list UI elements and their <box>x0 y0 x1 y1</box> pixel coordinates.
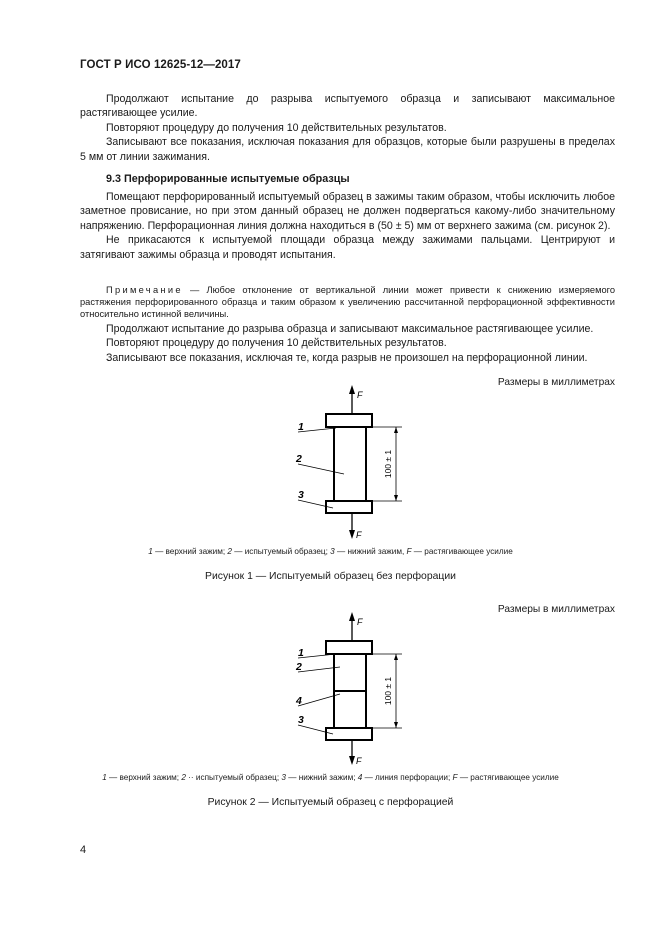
figure-2-diagram <box>0 605 661 770</box>
callout-2: 2 <box>296 661 302 673</box>
paragraph: Записывают все показания, исключая те, когда разрыв не произошел на перфорационной линии. <box>106 351 588 364</box>
arrow-head-down <box>349 756 355 765</box>
paragraph-block-3 <box>80 322 615 365</box>
paragraph: Помещают перфорированный испытуемый образец в зажимы таким образом, чтобы исключить любое заметное провисание, но при этом данный образец не должен подвергаться какому-либо значительному напряжению. Перфорационная линия должна находиться в (50 ± 5) мм от верхнего зажима (см. рисунок 2). <box>80 191 615 232</box>
dim-arrow <box>394 427 398 433</box>
paragraph: Записывают все показания, исключая показания для образцов, которые были разрушены в пределах 5 мм от линии зажимания. <box>80 136 615 163</box>
callout-1: 1 <box>298 647 304 659</box>
legend-number: 3 <box>330 547 335 556</box>
legend-text: — линия перфорации; <box>362 773 453 782</box>
legend-number: F <box>406 547 412 556</box>
clamp-top <box>326 641 372 654</box>
paragraph-block-2 <box>80 190 615 262</box>
legend-number: 1 <box>102 773 107 782</box>
force-label-bottom: F <box>356 756 362 766</box>
figure-1-legend <box>0 547 661 556</box>
note-label: Примечание <box>106 285 183 295</box>
document-header: ГОСТ Р ИСО 12625-12—2017 <box>80 59 241 71</box>
clamp-top <box>326 414 372 427</box>
dim-arrow <box>394 722 398 728</box>
figure-1-caption: Рисунок 1 — Испытуемый образец без перфорации <box>205 571 456 582</box>
dimension-label: 100 ± 1 <box>383 449 393 479</box>
legend-text: — верхний зажим; <box>106 773 182 782</box>
force-label-bottom: F <box>356 530 362 540</box>
legend-number: 1 <box>148 547 153 556</box>
force-label-top: F <box>357 617 363 627</box>
section-heading <box>106 173 350 185</box>
paragraph: Повторяют процедуру до получения 10 действительных результатов. <box>106 337 447 350</box>
note-text: — Любое отклонение от вертикальной линии может привести к снижению измеряемого растяжения перфорированного образца и таким образом к увеличению рассчитанной перфорационной эффективности относительно истинной величины. <box>80 285 615 320</box>
legend-number: 2 <box>181 773 186 782</box>
paragraph: Продолжают испытание до разрыва образца и записывают максимальное растягивающее усилие. <box>106 323 594 335</box>
legend-text: — нижний зажим; <box>285 773 358 782</box>
figure-2-legend <box>0 773 661 782</box>
dim-arrow <box>394 654 398 660</box>
legend-text: — испытуемый образец; <box>231 547 331 556</box>
arrow-head-down <box>349 530 355 539</box>
callout-1: 1 <box>298 421 304 433</box>
callout-4: 4 <box>296 695 302 707</box>
units-note: Размеры в миллиметрах <box>497 377 615 388</box>
callout-2: 2 <box>296 453 302 465</box>
legend-text: ·· испытуемый образец; <box>185 773 282 782</box>
legend-number: 3 <box>281 773 286 782</box>
callout-3: 3 <box>298 489 304 501</box>
callout-3: 3 <box>298 714 304 726</box>
legend-text: — верхний зажим; <box>152 547 228 556</box>
paragraph: Продолжают испытание до разрыва испытуемого образца и записывают максимальное растягивающее усилие. <box>80 93 615 120</box>
specimen <box>334 427 366 501</box>
legend-text: — нижний зажим, <box>334 547 407 556</box>
paragraph: Повторяют процедуру до получения 10 действительных результатов. <box>106 121 447 134</box>
section-number: 9.3 <box>106 173 122 185</box>
paragraph-block-1 <box>80 92 615 164</box>
clamp-bottom <box>326 501 372 513</box>
section-title: Перфорированные испытуемые образцы <box>124 173 350 185</box>
units-note: Размеры в миллиметрах <box>497 604 615 615</box>
legend-number: F <box>452 773 458 782</box>
figure-2-caption: Рисунок 2 — Испытуемый образец с перфорацией <box>207 797 454 808</box>
legend-text: — растягивающее усилие <box>457 773 559 782</box>
dim-arrow <box>394 495 398 501</box>
arrow-head-up <box>349 612 355 621</box>
legend-number: 4 <box>357 773 363 782</box>
paragraph: Не прикасаются к испытуемой площади образца между зажимами пальцами. Центрируют и затягивают зажимы образца и проводят испытания. <box>80 234 615 261</box>
arrow-head-up <box>349 385 355 394</box>
figure-1-diagram <box>0 380 661 550</box>
dimension-label: 100 ± 1 <box>383 676 393 706</box>
force-label-top: F <box>357 390 363 400</box>
legend-text: — растягивающее усилие <box>411 547 513 556</box>
note <box>80 284 615 321</box>
legend-number: 2 <box>227 547 232 556</box>
page-number: 4 <box>80 844 87 856</box>
